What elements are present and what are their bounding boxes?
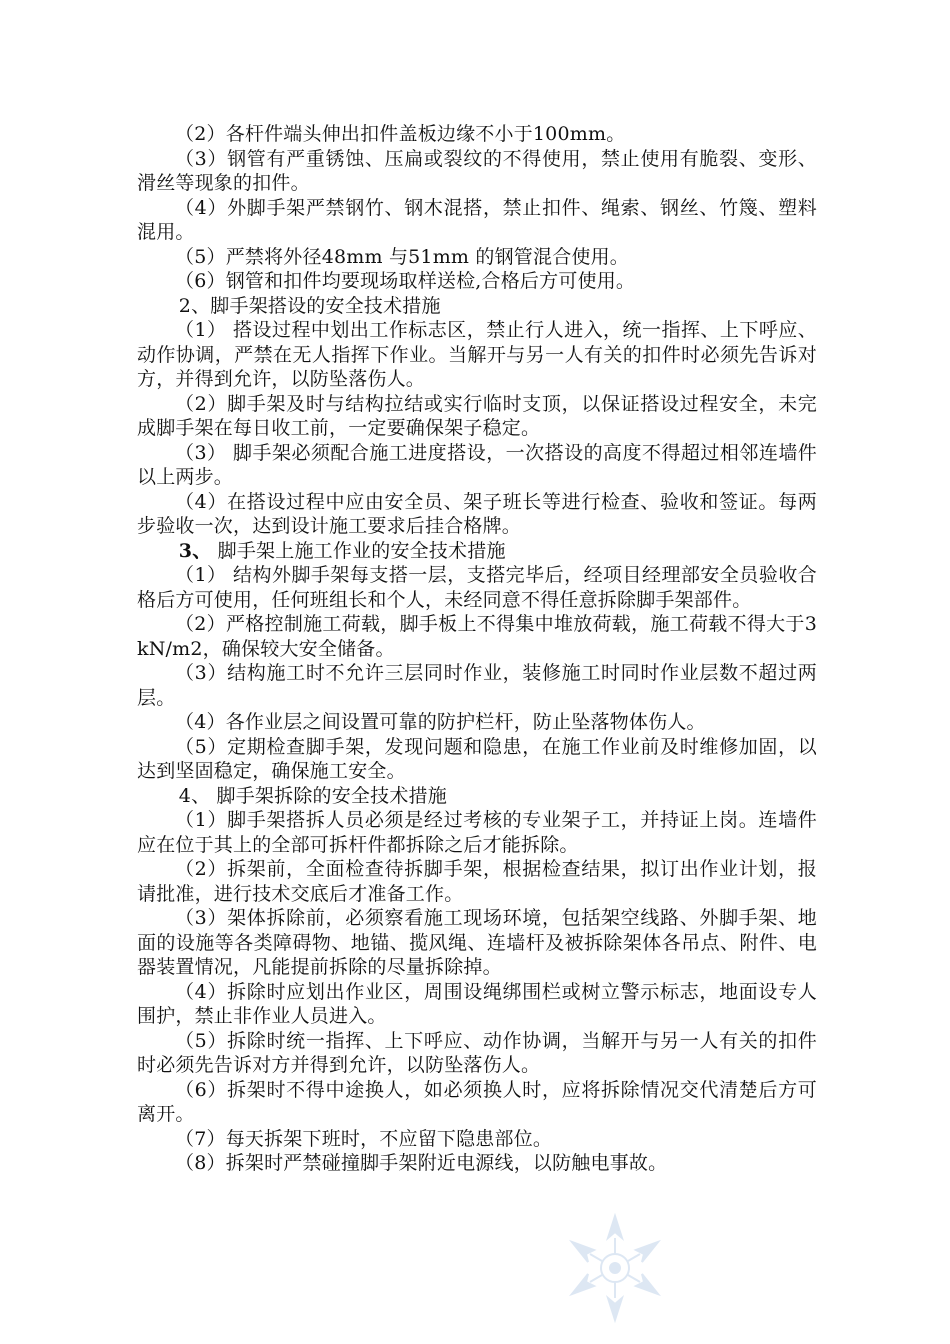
document-body [137,122,817,1176]
paragraph-item: （4）拆除时应划出作业区，周围设绳绑围栏或树立警示标志，地面设专人围护，禁止非作业人员进入。 [137,980,817,1027]
paragraph-item: （8）拆架时严禁碰撞脚手架附近电源线，以防触电事故。 [175,1152,668,1174]
paragraph-item: （2）各杆件端头伸出扣件盖板边缘不小于100mm。 [175,123,626,145]
paragraph-item: （1） 结构外脚手架每支搭一层，支搭完毕后，经项目经理部安全员验收合格后方可使用，任何班组长和个人，未经同意不得任意拆除脚手架部件。 [137,564,817,611]
paragraph-item: （3）结构施工时不允许三层同时作业，装修施工时同时作业层数不超过两层。 [137,662,817,709]
paragraph-item: （6）钢管和扣件均要现场取样送检,合格后方可使用。 [175,270,636,292]
section-heading [137,294,817,319]
paragraph-item: （5）拆除时统一指挥、上下呼应、动作协调，当解开与另一人有关的扣件时必须先告诉对方并得到允许，以防坠落伤人。 [137,1029,817,1076]
paragraph-item: （5）严禁将外径48mm 与51mm 的钢管混合使用。 [175,245,629,268]
paragraph-item: （7）每天拆架下班时，不应留下隐患部位。 [175,1127,553,1150]
section-title: 脚手架上施工作业的安全技术措施 [211,539,506,562]
section-number: 3、 [178,539,212,562]
snowflake-logo-icon [560,1208,670,1328]
paragraph-item: （6）拆架时不得中途换人，如必须换人时，应将拆除情况交代清楚后方可离开。 [137,1078,817,1125]
paragraph-item: （2）拆架前，全面检查待拆脚手架，根据检查结果，拟订出作业计划，报请批准，进行技术交底后才准备工作。 [137,858,817,905]
paragraph-item: （1）脚手架搭拆人员必须是经过考核的专业架子工，并持证上岗。连墙件应在位于其上的全部可拆杆件都拆除之后才能拆除。 [137,809,817,856]
paragraph-item: （5）定期检查脚手架，发现问题和隐患，在施工作业前及时维修加固，以达到坚固稳定，确保施工安全。 [137,735,817,782]
section-heading [137,784,817,809]
section-number: 2、 [178,294,211,317]
section-title: 脚手架拆除的安全技术措施 [210,784,447,807]
paragraph-item: （4）外脚手架严禁钢竹、钢木混搭，禁止扣件、绳索、钢丝、竹篾、塑料混用。 [137,196,817,243]
paragraph-item: （1） 搭设过程中划出工作标志区，禁止行人进入，统一指挥、上下呼应、动作协调，严禁在无人指挥下作业。当解开与另一人有关的扣件时必须先告诉对方，并得到允许，以防坠落伤人。 [137,319,817,390]
paragraph-item: （4）在搭设过程中应由安全员、架子班长等进行检查、验收和签证。每两步验收一次，达到设计施工要求后挂合格牌。 [137,490,817,537]
paragraph-item: （2）严格控制施工荷载，脚手板上不得集中堆放荷载，施工荷载不得大于3kN/m2，确保较大安全储备。 [137,613,817,660]
paragraph-item: （4）各作业层之间设置可靠的防护栏杆，防止坠落物体伤人。 [175,711,706,733]
section-title: 脚手架搭设的安全技术措施 [210,294,441,317]
paragraph-item: （3）钢管有严重锈蚀、压扁或裂纹的不得使用，禁止使用有脆裂、变形、滑丝等现象的扣件。 [137,147,817,194]
section-number: 4、 [178,784,211,807]
paragraph-item: （2）脚手架及时与结构拉结或实行临时支顶，以保证搭设过程安全，未完成脚手架在每日收工前，一定要确保架子稳定。 [137,392,817,439]
paragraph-item: （3）架体拆除前，必须察看施工现场环境，包括架空线路、外脚手架、地面的设施等各类障碍物、地锚、揽风绳、连墙杆及被拆除架体各吊点、附件、电器装置情况，凡能提前拆除的尽量拆除掉。 [137,907,817,978]
section-heading [137,539,817,564]
paragraph-item: （3） 脚手架必须配合施工进度搭设，一次搭设的高度不得超过相邻连墙件以上两步。 [137,441,817,488]
